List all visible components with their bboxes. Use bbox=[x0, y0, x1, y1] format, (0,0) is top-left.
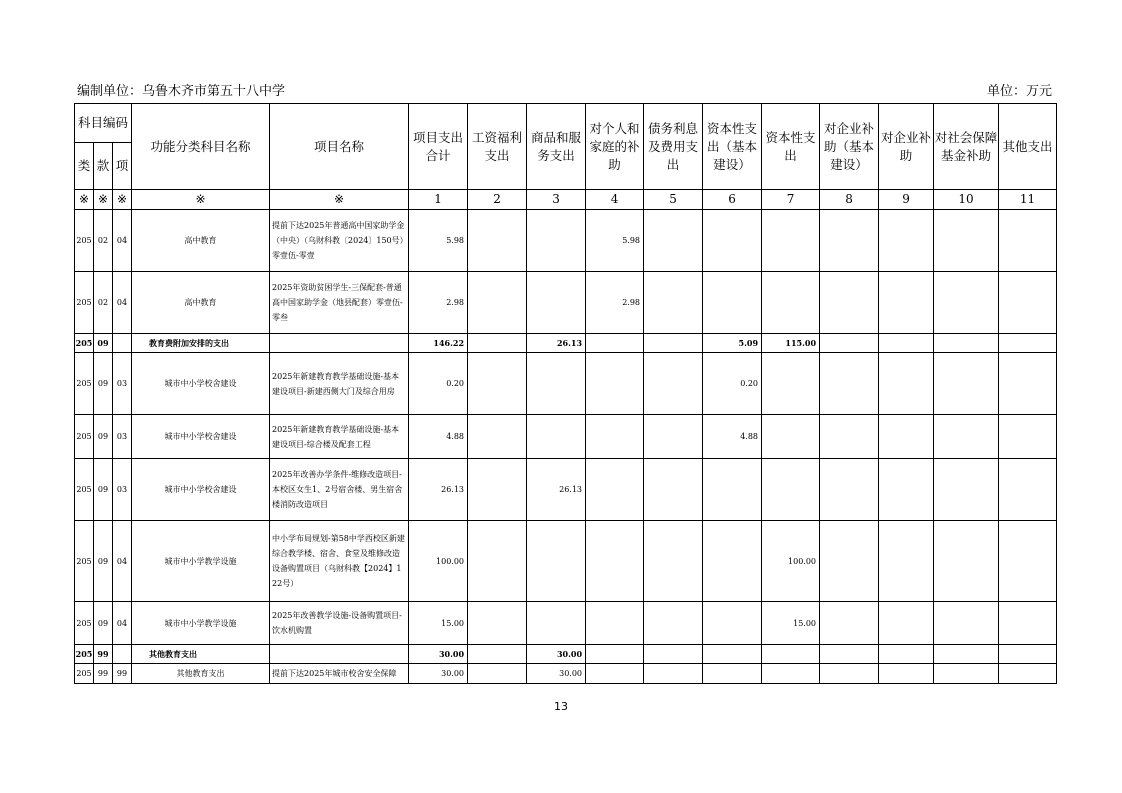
amount-c10-cell bbox=[934, 334, 999, 353]
amount-c5-cell bbox=[644, 210, 703, 272]
amount-c6-cell bbox=[703, 459, 762, 521]
amount-c8-cell bbox=[820, 645, 879, 664]
amount-c11-cell bbox=[999, 415, 1057, 459]
amount-c5-cell bbox=[644, 521, 703, 602]
column-number: 4 bbox=[586, 190, 644, 210]
header-func-name: 功能分类科目名称 bbox=[132, 104, 270, 190]
code-lei-cell: 205 bbox=[75, 602, 94, 645]
code-lei-cell: 205 bbox=[75, 415, 94, 459]
amount-c8-cell bbox=[820, 459, 879, 521]
amount-c10-cell bbox=[934, 645, 999, 664]
code-xiang-cell: 04 bbox=[113, 210, 132, 272]
table-row bbox=[75, 645, 1057, 664]
code-lei-cell: 205 bbox=[75, 353, 94, 415]
column-number: 5 bbox=[644, 190, 703, 210]
code-lei-cell: 205 bbox=[75, 645, 94, 664]
table-row bbox=[75, 210, 1057, 272]
amount-c1-cell: 30.00 bbox=[409, 645, 468, 664]
func-name-cell: 其他教育支出 bbox=[132, 664, 270, 684]
header-proj-name: 项目名称 bbox=[270, 104, 409, 190]
amount-c3-cell bbox=[527, 272, 586, 334]
amount-c5-cell bbox=[644, 602, 703, 645]
code-kuan-cell: 09 bbox=[94, 415, 113, 459]
func-name-cell: 城市中小学校舍建设 bbox=[132, 459, 270, 521]
func-name-cell: 其他教育支出 bbox=[132, 645, 270, 664]
amount-c11-cell bbox=[999, 353, 1057, 415]
amount-c7-cell bbox=[762, 210, 820, 272]
amount-c1-cell: 5.98 bbox=[409, 210, 468, 272]
code-lei-cell: 205 bbox=[75, 272, 94, 334]
amount-c7-cell bbox=[762, 353, 820, 415]
amount-c6-cell: 4.88 bbox=[703, 415, 762, 459]
column-number: 8 bbox=[820, 190, 879, 210]
amount-c2-cell bbox=[468, 664, 527, 684]
amount-c2-cell bbox=[468, 210, 527, 272]
amount-c11-cell bbox=[999, 459, 1057, 521]
amount-c1-cell: 2.98 bbox=[409, 272, 468, 334]
code-kuan-cell: 09 bbox=[94, 459, 113, 521]
code-kuan-cell: 09 bbox=[94, 353, 113, 415]
amount-c7-cell: 115.00 bbox=[762, 334, 820, 353]
project-name-cell bbox=[270, 645, 409, 664]
amount-c7-cell: 15.00 bbox=[762, 602, 820, 645]
amount-c8-cell bbox=[820, 415, 879, 459]
amount-c11-cell bbox=[999, 521, 1057, 602]
amount-c3-cell bbox=[527, 602, 586, 645]
amount-c9-cell bbox=[879, 210, 934, 272]
project-name-cell: 2025年新建教育教学基础设施-基本建设项目-综合楼及配套工程 bbox=[270, 415, 409, 459]
project-name-cell bbox=[270, 334, 409, 353]
header-c8: 对企业补助（基本建设） bbox=[820, 104, 879, 190]
amount-c3-cell: 30.00 bbox=[527, 664, 586, 684]
code-kuan-cell: 02 bbox=[94, 210, 113, 272]
amount-c5-cell bbox=[644, 353, 703, 415]
amount-c11-cell bbox=[999, 664, 1057, 684]
amount-c1-cell: 100.00 bbox=[409, 521, 468, 602]
amount-c10-cell bbox=[934, 521, 999, 602]
code-lei-cell: 205 bbox=[75, 210, 94, 272]
amount-c2-cell bbox=[468, 602, 527, 645]
header-c1: 项目支出合计 bbox=[409, 104, 468, 190]
code-kuan-cell: 09 bbox=[94, 521, 113, 602]
amount-c9-cell bbox=[879, 602, 934, 645]
amount-c5-cell bbox=[644, 664, 703, 684]
amount-c10-cell bbox=[934, 459, 999, 521]
amount-c7-cell: 100.00 bbox=[762, 521, 820, 602]
budget-table bbox=[74, 103, 1057, 684]
amount-c4-cell bbox=[586, 521, 644, 602]
amount-c6-cell bbox=[703, 521, 762, 602]
amount-c2-cell bbox=[468, 353, 527, 415]
project-name-cell: 2025年资助贫困学生-三保配套-普通高中国家助学金（地县配套）零壹伍-零叁 bbox=[270, 272, 409, 334]
amount-c11-cell bbox=[999, 210, 1057, 272]
project-name-cell: 提前下达2025年城市校舍安全保障 bbox=[270, 664, 409, 684]
amount-c4-cell bbox=[586, 602, 644, 645]
code-xiang-cell: 04 bbox=[113, 521, 132, 602]
amount-c3-cell bbox=[527, 353, 586, 415]
column-number: 3 bbox=[527, 190, 586, 210]
amount-c4-cell bbox=[586, 334, 644, 353]
amount-c4-cell bbox=[586, 353, 644, 415]
header-kuan: 款 bbox=[94, 143, 113, 190]
marker-cell: ※ bbox=[132, 190, 270, 210]
amount-c4-cell bbox=[586, 459, 644, 521]
code-lei-cell: 205 bbox=[75, 334, 94, 353]
amount-c1-cell: 0.20 bbox=[409, 353, 468, 415]
code-xiang-cell: 03 bbox=[113, 459, 132, 521]
amount-c4-cell bbox=[586, 415, 644, 459]
amount-c9-cell bbox=[879, 415, 934, 459]
marker-cell: ※ bbox=[94, 190, 113, 210]
amount-c11-cell bbox=[999, 645, 1057, 664]
amount-c3-cell: 30.00 bbox=[527, 645, 586, 664]
amount-c3-cell bbox=[527, 210, 586, 272]
amount-c9-cell bbox=[879, 334, 934, 353]
amount-c2-cell bbox=[468, 521, 527, 602]
header-c5: 债务利息及费用支出 bbox=[644, 104, 703, 190]
amount-c3-cell bbox=[527, 521, 586, 602]
amount-c6-cell bbox=[703, 602, 762, 645]
amount-c11-cell bbox=[999, 272, 1057, 334]
amount-c3-cell: 26.13 bbox=[527, 459, 586, 521]
amount-c5-cell bbox=[644, 334, 703, 353]
amount-c6-cell bbox=[703, 272, 762, 334]
code-kuan-cell: 09 bbox=[94, 602, 113, 645]
amount-c1-cell: 146.22 bbox=[409, 334, 468, 353]
column-number: 9 bbox=[879, 190, 934, 210]
amount-c1-cell: 15.00 bbox=[409, 602, 468, 645]
header-c2: 工资福利支出 bbox=[468, 104, 527, 190]
table-row bbox=[75, 353, 1057, 415]
table-row bbox=[75, 415, 1057, 459]
amount-c8-cell bbox=[820, 334, 879, 353]
amount-c7-cell bbox=[762, 459, 820, 521]
code-lei-cell: 205 bbox=[75, 521, 94, 602]
project-name-cell: 2025年改善教学设施-设备购置项目-饮水机购置 bbox=[270, 602, 409, 645]
amount-c6-cell bbox=[703, 645, 762, 664]
amount-c4-cell bbox=[586, 664, 644, 684]
amount-c8-cell bbox=[820, 353, 879, 415]
amount-c8-cell bbox=[820, 521, 879, 602]
header-c7: 资本性支出 bbox=[762, 104, 820, 190]
marker-cell: ※ bbox=[75, 190, 94, 210]
amount-c11-cell bbox=[999, 602, 1057, 645]
amount-c9-cell bbox=[879, 459, 934, 521]
amount-c4-cell: 2.98 bbox=[586, 272, 644, 334]
amount-c2-cell bbox=[468, 334, 527, 353]
table-row bbox=[75, 334, 1057, 353]
func-name-cell: 高中教育 bbox=[132, 210, 270, 272]
amount-c8-cell bbox=[820, 664, 879, 684]
amount-c8-cell bbox=[820, 602, 879, 645]
page-number: 13 bbox=[554, 700, 568, 713]
table-row bbox=[75, 664, 1057, 684]
header-c4: 对个人和家庭的补助 bbox=[586, 104, 644, 190]
amount-c10-cell bbox=[934, 210, 999, 272]
amount-c2-cell bbox=[468, 415, 527, 459]
compiling-unit: 编制单位：乌鲁木齐市第五十八中学 bbox=[77, 84, 286, 99]
header-xiang: 项 bbox=[113, 143, 132, 190]
currency-unit: 单位：万元 bbox=[986, 84, 1052, 99]
amount-c5-cell bbox=[644, 459, 703, 521]
code-lei-cell: 205 bbox=[75, 459, 94, 521]
amount-c2-cell bbox=[468, 272, 527, 334]
header-c3: 商品和服务支出 bbox=[527, 104, 586, 190]
amount-c5-cell bbox=[644, 645, 703, 664]
header-c11: 其他支出 bbox=[999, 104, 1057, 190]
header-code-group: 科目编码 bbox=[75, 104, 132, 143]
project-name-cell: 提前下达2025年普通高中国家助学金（中央）（乌财科教〔2024〕150号）零壹伍-零壹 bbox=[270, 210, 409, 272]
amount-c10-cell bbox=[934, 353, 999, 415]
func-name-cell: 城市中小学教学设施 bbox=[132, 521, 270, 602]
amount-c4-cell: 5.98 bbox=[586, 210, 644, 272]
amount-c6-cell: 0.20 bbox=[703, 353, 762, 415]
amount-c9-cell bbox=[879, 353, 934, 415]
table-body bbox=[75, 210, 1057, 684]
amount-c6-cell: 5.09 bbox=[703, 334, 762, 353]
header-c6: 资本性支出（基本建设） bbox=[703, 104, 762, 190]
header-c9: 对企业补助 bbox=[879, 104, 934, 190]
marker-cell: ※ bbox=[270, 190, 409, 210]
code-kuan-cell: 09 bbox=[94, 334, 113, 353]
func-name-cell: 城市中小学教学设施 bbox=[132, 602, 270, 645]
amount-c3-cell: 26.13 bbox=[527, 334, 586, 353]
table-row bbox=[75, 459, 1057, 521]
amount-c8-cell bbox=[820, 272, 879, 334]
amount-c9-cell bbox=[879, 521, 934, 602]
code-xiang-cell: 03 bbox=[113, 353, 132, 415]
amount-c3-cell bbox=[527, 415, 586, 459]
project-name-cell: 2025年改善办学条件-维修改造项目-本校区女生1、2号宿舍楼、男生宿舍楼消防改造项目 bbox=[270, 459, 409, 521]
column-number: 7 bbox=[762, 190, 820, 210]
code-xiang-cell: 04 bbox=[113, 272, 132, 334]
amount-c10-cell bbox=[934, 272, 999, 334]
amount-c1-cell: 4.88 bbox=[409, 415, 468, 459]
amount-c5-cell bbox=[644, 415, 703, 459]
amount-c6-cell bbox=[703, 210, 762, 272]
amount-c7-cell bbox=[762, 272, 820, 334]
amount-c9-cell bbox=[879, 645, 934, 664]
header-c10: 对社会保障基金补助 bbox=[934, 104, 999, 190]
func-name-cell: 教育费附加安排的支出 bbox=[132, 334, 270, 353]
amount-c7-cell bbox=[762, 664, 820, 684]
code-xiang-cell bbox=[113, 334, 132, 353]
code-xiang-cell bbox=[113, 645, 132, 664]
amount-c7-cell bbox=[762, 645, 820, 664]
table-row bbox=[75, 602, 1057, 645]
code-xiang-cell: 03 bbox=[113, 415, 132, 459]
column-number: 10 bbox=[934, 190, 999, 210]
table-row bbox=[75, 521, 1057, 602]
amount-c6-cell bbox=[703, 664, 762, 684]
amount-c8-cell bbox=[820, 210, 879, 272]
amount-c4-cell bbox=[586, 645, 644, 664]
amount-c1-cell: 26.13 bbox=[409, 459, 468, 521]
code-kuan-cell: 99 bbox=[94, 645, 113, 664]
table-row bbox=[75, 272, 1057, 334]
marker-cell: ※ bbox=[113, 190, 132, 210]
amount-c7-cell bbox=[762, 415, 820, 459]
column-number: 2 bbox=[468, 190, 527, 210]
project-name-cell: 中小学布局规划-第58中学西校区新建综合教学楼、宿舍、食堂及维修改造设备购置项目（乌财科教【2024】122号） bbox=[270, 521, 409, 602]
column-number: 11 bbox=[999, 190, 1057, 210]
project-name-cell: 2025年新建教育教学基础设施-基本建设项目-新建西侧大门及综合用房 bbox=[270, 353, 409, 415]
func-name-cell: 城市中小学校舍建设 bbox=[132, 415, 270, 459]
column-number: 6 bbox=[703, 190, 762, 210]
amount-c2-cell bbox=[468, 645, 527, 664]
amount-c2-cell bbox=[468, 459, 527, 521]
amount-c9-cell bbox=[879, 664, 934, 684]
code-xiang-cell: 04 bbox=[113, 602, 132, 645]
amount-c10-cell bbox=[934, 602, 999, 645]
column-number: 1 bbox=[409, 190, 468, 210]
amount-c5-cell bbox=[644, 272, 703, 334]
amount-c1-cell: 30.00 bbox=[409, 664, 468, 684]
amount-c9-cell bbox=[879, 272, 934, 334]
func-name-cell: 城市中小学校舍建设 bbox=[132, 353, 270, 415]
amount-c10-cell bbox=[934, 664, 999, 684]
amount-c10-cell bbox=[934, 415, 999, 459]
code-lei-cell: 205 bbox=[75, 664, 94, 684]
amount-c11-cell bbox=[999, 334, 1057, 353]
func-name-cell: 高中教育 bbox=[132, 272, 270, 334]
header-lei: 类 bbox=[75, 143, 94, 190]
code-kuan-cell: 99 bbox=[94, 664, 113, 684]
code-xiang-cell: 99 bbox=[113, 664, 132, 684]
code-kuan-cell: 02 bbox=[94, 272, 113, 334]
marker-row bbox=[75, 190, 1057, 210]
